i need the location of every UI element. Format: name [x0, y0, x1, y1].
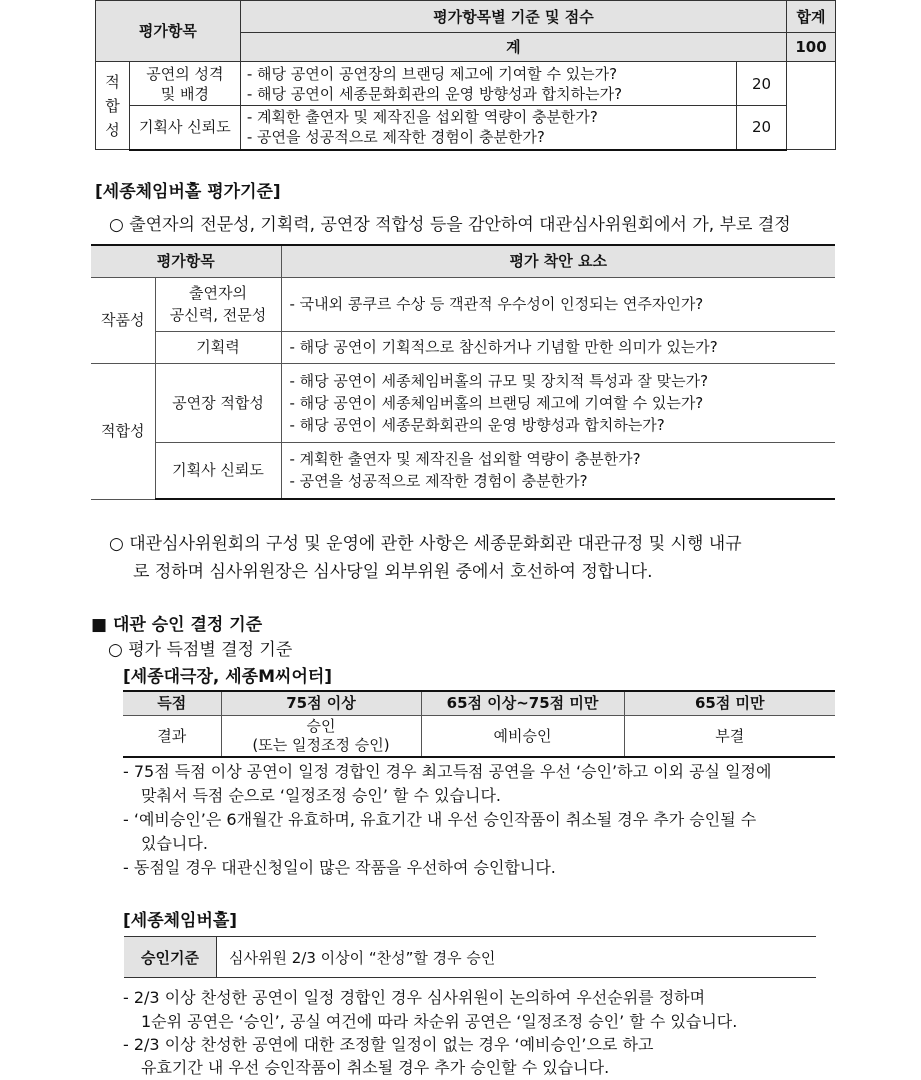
total-label: 계 — [240, 33, 786, 62]
group-suitability: 적합성 — [91, 363, 155, 499]
chamber-note-1b: 1순위 공연은 ‘승인’, 공실 여건에 따라 차순위 공연은 ‘일정조정 승인’ 할 수 있습니다. — [141, 1012, 738, 1031]
sub-item-venue-fit: 공연장 적합성 — [155, 363, 281, 442]
score-decision-table — [123, 690, 835, 758]
approval-sub: ○ 평가 득점별 결정 기준 — [108, 640, 293, 660]
score-cell: 20 — [737, 106, 787, 150]
total-value: 100 — [787, 33, 836, 62]
score-cell: 20 — [737, 62, 787, 106]
grand-note-1a: - 75점 득점 이상 공연이 일정 경합인 경우 최고득점 공연을 우선 ‘승인’하고 이외 공실 일정에 — [123, 762, 772, 781]
grand-note-1b: 맞춰서 득점 순으로 ‘일정조정 승인’ 할 수 있습니다. — [141, 786, 501, 805]
group-artistry: 작품성 — [91, 277, 155, 363]
committee-note-line2: 로 정하며 심사위원장은 심사당일 외부위원 중에서 호선하여 정합니다. — [133, 562, 653, 582]
grand-note-2a: - ‘예비승인’은 6개월간 유효하며, 유효기간 내 우선 승인작품이 취소될 경우 추가 승인될 수 — [123, 810, 757, 829]
chamber-approval-table — [124, 936, 816, 978]
sub-item-credibility: 출연자의 공신력, 전문성 — [155, 277, 281, 331]
evaluation-points: - 해당 공연이 세종체임버홀의 규모 및 장치적 특성과 잘 맞는가? - 해당 공연이 세종체임버홀의 브랜딩 제고에 기여할 수 있는가? - 해당 공연이 세종문화회관의 운영 방향성과 합치하는가? — [281, 363, 835, 442]
chamber-criteria-intro: ○ 출연자의 전문성, 기획력, 공연장 적합성 등을 감안하여 대관심사위원회에서 가, 부로 결정 — [109, 215, 791, 235]
evaluation-score-table — [95, 0, 836, 151]
result-approve: 승인 (또는 일정조정 승인) — [221, 716, 421, 758]
grand-note-3: - 동점일 경우 대관신청일이 많은 작품을 우선하여 승인합니다. — [123, 858, 556, 877]
criteria-cell: - 계획한 출연자 및 제작진을 섭외할 역량이 충분한가? - 공연을 성공적으로 제작한 경험이 충분한가? — [240, 106, 736, 150]
chamber-criteria-title: [세종체임버홀 평가기준] — [95, 182, 281, 202]
header-65-75: 65점 이상~75점 미만 — [421, 691, 624, 716]
approval-criteria-value: 심사위원 2/3 이상이 “찬성”할 경우 승인 — [217, 937, 817, 978]
result-reject: 부결 — [624, 716, 835, 758]
group-label: 적합성 — [105, 72, 120, 139]
chamber-evaluation-table — [91, 244, 835, 500]
header-elements: 평가 착안 요소 — [281, 245, 835, 277]
total-blank — [787, 62, 836, 150]
item-nature-background: 공연의 성격 및 배경 — [129, 62, 240, 106]
approval-title: ■ 대관 승인 결정 기준 — [91, 615, 263, 635]
chamber-approval-title: [세종체임버홀] — [123, 911, 238, 931]
chamber-note-1a: - 2/3 이상 찬성한 공연이 일정 경합인 경우 심사위원이 논의하여 우선순위를 정하며 — [123, 988, 706, 1007]
evaluation-points: - 해당 공연이 기획적으로 참신하거나 기념할 만한 의미가 있는가? — [281, 331, 835, 363]
evaluation-points: - 계획한 출연자 및 제작진을 섭외할 역량이 충분한가? - 공연을 성공적으로 제작한 경험이 충분한가? — [281, 442, 835, 499]
header-criteria: 평가항목별 기준 및 점수 — [240, 1, 786, 33]
grand-note-2b: 있습니다. — [141, 834, 208, 853]
approval-criteria-key: 승인기준 — [124, 937, 217, 978]
header-total: 합계 — [787, 1, 836, 33]
sub-item-agency-reliability: 기획사 신뢰도 — [155, 442, 281, 499]
header-under-65: 65점 미만 — [624, 691, 835, 716]
evaluation-points: - 국내외 콩쿠르 수상 등 객관적 우수성이 인정되는 연주자인가? — [281, 277, 835, 331]
chamber-note-2b: 유효기간 내 우선 승인작품이 취소될 경우 추가 승인할 수 있습니다. — [141, 1058, 610, 1077]
header-item: 평가항목 — [96, 1, 241, 62]
committee-note-line1: ○ 대관심사위원회의 구성 및 운영에 관한 사항은 세종문화회관 대관규정 및 시행 내규 — [109, 534, 742, 554]
sub-item-planning: 기획력 — [155, 331, 281, 363]
row-label-result: 결과 — [123, 716, 221, 758]
chamber-note-2a: - 2/3 이상 찬성한 공연에 대한 조정할 일정이 없는 경우 ‘예비승인’으로 하고 — [123, 1035, 654, 1054]
group-suitability — [96, 62, 130, 150]
item-agency-reliability: 기획사 신뢰도 — [129, 106, 240, 150]
header-75-plus: 75점 이상 — [221, 691, 421, 716]
header-score: 득점 — [123, 691, 221, 716]
criteria-cell: - 해당 공연이 공연장의 브랜딩 제고에 기여할 수 있는가? - 해당 공연이 세종문화회관의 운영 방향성과 합치하는가? — [240, 62, 736, 106]
grand-theater-title: [세종대극장, 세종M씨어터] — [123, 667, 333, 687]
result-preliminary: 예비승인 — [421, 716, 624, 758]
header-item: 평가항목 — [91, 245, 281, 277]
